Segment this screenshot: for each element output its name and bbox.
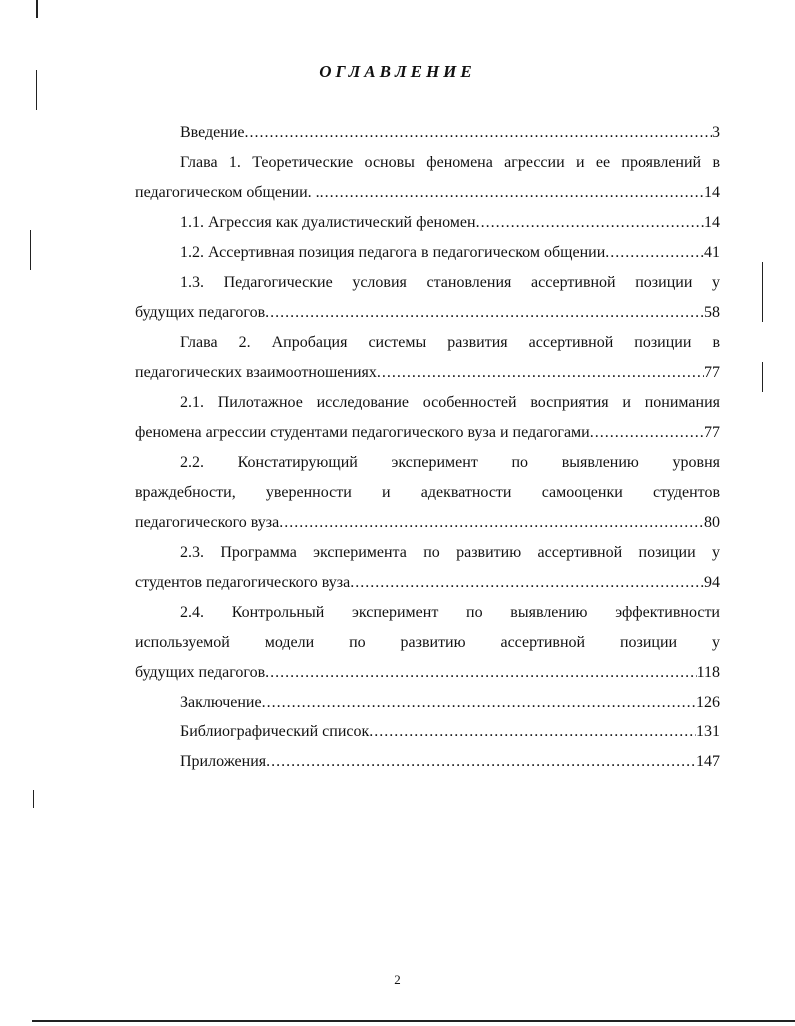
toc-entry-chapter1-line1[interactable]: Глава 1. Теоретические основы феномена агрессии и ее проявлений в — [180, 154, 720, 171]
toc-title: ОГЛАВЛЕНИЕ — [319, 62, 476, 81]
toc-leader-dots — [279, 513, 704, 533]
toc-entry-chapter2-line1[interactable]: Глава 2. Апробация системы развития ассертивной позиции в — [180, 334, 720, 351]
toc-entry-page: 58 — [704, 304, 720, 321]
toc-leader-dots — [245, 123, 713, 143]
toc-entry-label: Введение — [180, 124, 245, 141]
toc-entry-page: 126 — [696, 694, 720, 711]
toc-leader-dots — [605, 243, 704, 263]
toc-entry-label: педагогического вуза — [135, 514, 280, 531]
toc-entry-2-2-line1[interactable]: 2.2. Констатирующий эксперимент по выявлению уровня — [180, 454, 720, 471]
toc-entry-label: студентов педагогического вуза — [135, 574, 351, 591]
toc-entry-2-1[interactable] — [135, 423, 720, 443]
toc-leader-dots — [265, 663, 696, 683]
toc-entry-2-2-line2[interactable]: враждебности, уверенности и адекватности самооценки студентов — [135, 484, 720, 501]
toc-entry-page: 14 — [704, 184, 720, 201]
scan-edge-mark-top — [36, 0, 38, 18]
toc-entry-page: 118 — [696, 664, 720, 681]
scan-edge-mark-right — [762, 362, 763, 392]
toc-entry-2-3-line1[interactable]: 2.3. Программа эксперимента по развитию ассертивной позиции у — [180, 544, 720, 561]
scan-edge-mark — [30, 230, 31, 270]
toc-entry-intro[interactable] — [180, 123, 720, 143]
toc-entry-label: педагогических взаимоотношениях — [135, 364, 377, 381]
toc-entry-1-1[interactable] — [180, 213, 720, 233]
toc-entry-1-2[interactable] — [180, 243, 720, 263]
toc-leader-dots — [350, 573, 704, 593]
toc-entry-label: 1.2. Ассертивная позиция педагога в педагогическом общении — [180, 244, 606, 261]
toc-entry-page: 77 — [704, 424, 720, 441]
scan-edge-mark — [33, 790, 34, 808]
toc-entry-2-4-line2[interactable]: используемой модели по развитию ассертивной позиции у — [135, 634, 720, 651]
toc-entry-appendices[interactable] — [180, 752, 720, 772]
toc-entry-page: 3 — [712, 124, 720, 141]
toc-leader-dots — [369, 722, 696, 742]
toc-leader-dots — [262, 693, 696, 713]
toc-entry-label: Заключение — [180, 694, 262, 711]
toc-entry-1-3[interactable] — [135, 303, 720, 323]
toc-leader-dots — [266, 752, 696, 772]
toc-entry-label: будущих педагогов — [135, 664, 266, 681]
toc-entry-2-4-line1[interactable]: 2.4. Контрольный эксперимент по выявлению эффективности — [180, 604, 720, 621]
toc-entry-label: 1.1. Агрессия как дуалистический феномен — [180, 214, 476, 231]
toc-entry-conclusion[interactable] — [180, 693, 720, 713]
toc-entry-page: 80 — [704, 514, 720, 531]
toc-entry-2-2[interactable] — [135, 513, 720, 533]
toc-entry-label: феномена агрессии студентами педагогического вуза и педагогами — [135, 424, 590, 441]
toc-entry-page: 41 — [704, 244, 720, 261]
toc-leader-dots — [377, 363, 704, 383]
toc-entry-label: будущих педагогов — [135, 304, 266, 321]
toc-leader-dots — [265, 303, 704, 323]
toc-entry-page: 94 — [704, 574, 720, 591]
toc-entry-page: 77 — [704, 364, 720, 381]
scan-bottom-edge — [32, 1020, 795, 1022]
toc-entry-chapter1[interactable] — [135, 183, 720, 203]
page-number: 2 — [394, 972, 401, 987]
toc-entry-label: Библиографический список — [180, 723, 370, 740]
toc-entry-page: 147 — [696, 753, 720, 770]
toc-entry-page: 14 — [704, 214, 720, 231]
toc-entry-label: педагогическом общении. . — [135, 184, 320, 201]
toc-leader-dots — [476, 213, 704, 233]
toc-entry-page: 131 — [696, 723, 720, 740]
toc-entry-2-3[interactable] — [135, 573, 720, 593]
toc-entry-bibliography[interactable] — [180, 722, 720, 742]
toc-entry-label: Приложения — [180, 753, 267, 770]
toc-entry-2-1-line1[interactable]: 2.1. Пилотажное исследование особенностей восприятия и понимания — [180, 394, 720, 411]
toc-leader-dots — [320, 183, 704, 203]
toc-entry-chapter2[interactable] — [135, 363, 720, 383]
toc-entry-2-4[interactable] — [135, 663, 720, 683]
toc-entry-1-3-line1[interactable]: 1.3. Педагогические условия становления ассертивной позиции у — [180, 274, 720, 291]
toc-leader-dots — [590, 423, 704, 443]
scan-edge-mark-right — [762, 262, 763, 322]
